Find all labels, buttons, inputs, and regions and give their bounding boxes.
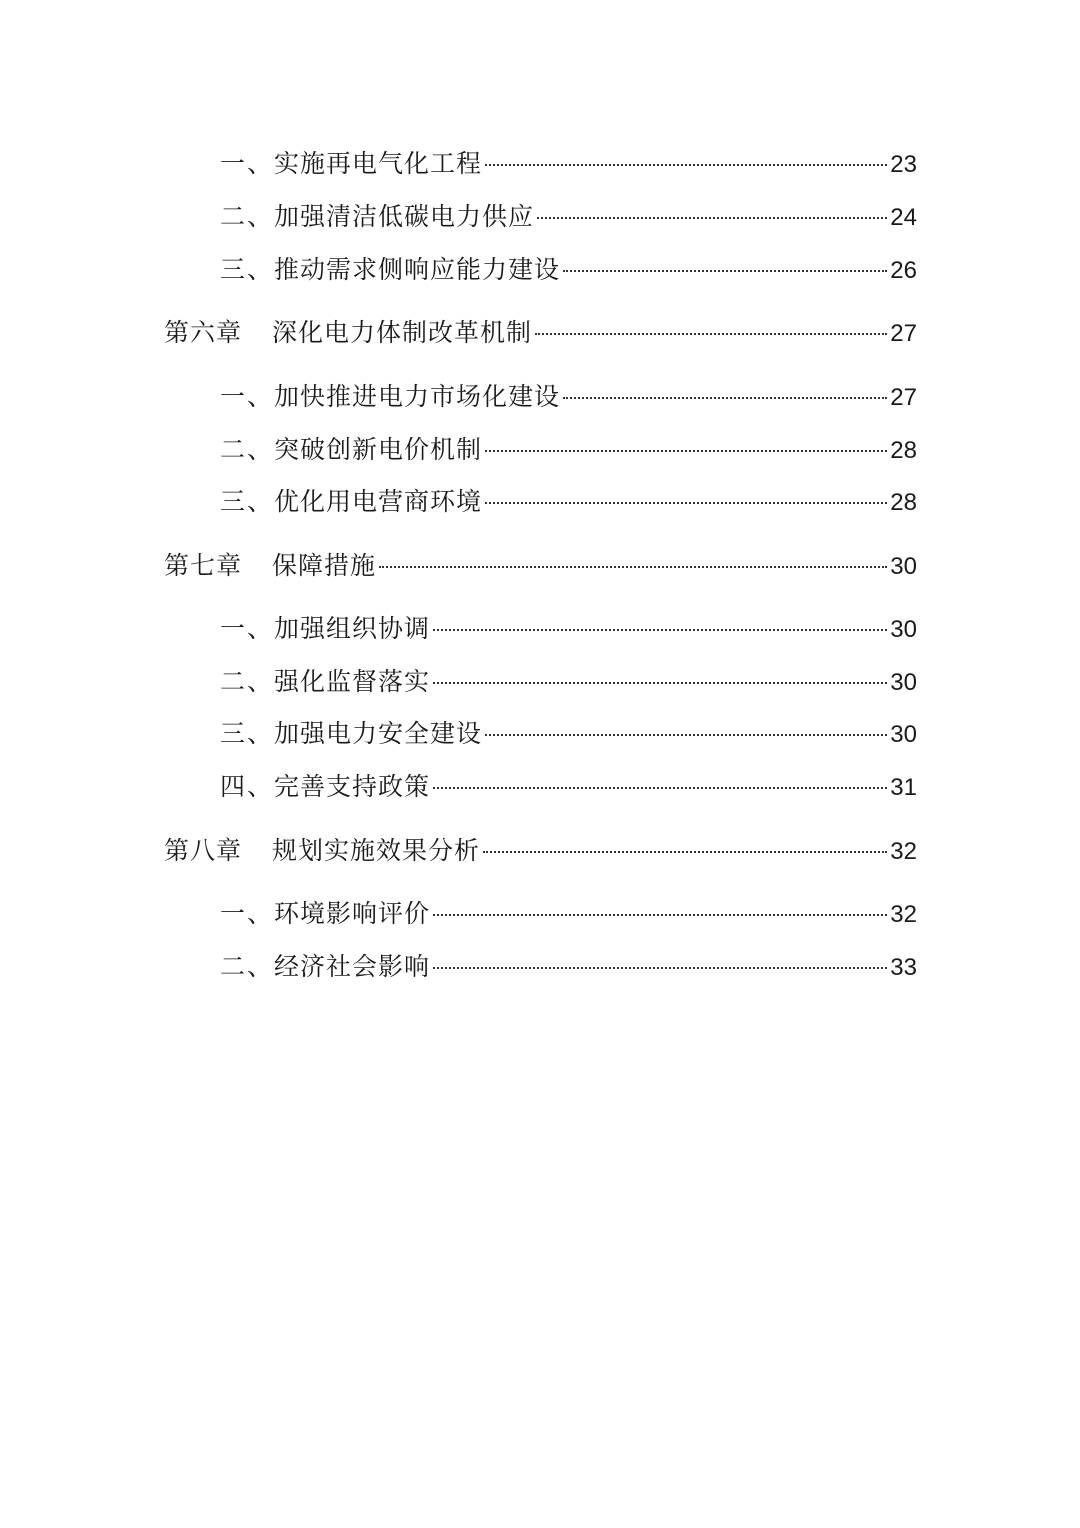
- dot-leader: [485, 734, 887, 736]
- entry-number: 二、: [220, 202, 275, 231]
- chapter-title: 保障措施: [272, 551, 377, 580]
- toc-section-entry[interactable]: [220, 253, 917, 288]
- dot-leader: [433, 682, 887, 684]
- entry-title: 实施再电气化工程: [274, 149, 483, 178]
- entry-title: 加强电力安全建设: [274, 719, 483, 748]
- dot-leader: [563, 397, 887, 399]
- entry-page-number: 28: [890, 437, 917, 464]
- toc-section-entry[interactable]: [220, 433, 917, 468]
- dot-leader: [379, 566, 887, 568]
- entry-number: 一、: [220, 149, 275, 178]
- entry-page-number: 32: [890, 838, 917, 865]
- dot-leader: [483, 851, 887, 853]
- dot-leader: [433, 967, 887, 969]
- chapter-title: 规划实施效果分析: [272, 836, 481, 865]
- toc-section-entry[interactable]: [220, 770, 917, 805]
- dot-leader: [537, 217, 887, 219]
- entry-title: 经济社会影响: [274, 952, 431, 981]
- dot-leader: [433, 914, 887, 916]
- entry-number: 一、: [220, 899, 275, 928]
- chapter-title: 深化电力体制改革机制: [272, 318, 533, 347]
- entry-number: 三、: [220, 487, 275, 516]
- entry-page-number: 24: [890, 204, 917, 231]
- entry-page-number: 30: [890, 616, 917, 643]
- entry-number: 二、: [220, 952, 275, 981]
- toc-section-entry[interactable]: [220, 897, 917, 932]
- toc-section-entry[interactable]: [220, 200, 917, 235]
- entry-number: 一、: [220, 614, 275, 643]
- entry-page-number: 27: [890, 384, 917, 411]
- entry-title: 强化监督落实: [274, 667, 431, 696]
- toc-section-entry[interactable]: [220, 665, 917, 700]
- dot-leader: [485, 450, 887, 452]
- entry-number: 二、: [220, 667, 275, 696]
- dot-leader: [433, 629, 887, 631]
- entry-title: 完善支持政策: [274, 772, 431, 801]
- toc-section-entry[interactable]: [220, 950, 917, 985]
- entry-title: 加强清洁低碳电力供应: [274, 202, 535, 231]
- entry-page-number: 33: [890, 954, 917, 981]
- entry-number: 二、: [220, 435, 275, 464]
- toc-chapter-entry[interactable]: [164, 834, 917, 869]
- entry-page-number: 30: [890, 669, 917, 696]
- entry-page-number: 31: [890, 774, 917, 801]
- toc-chapter-entry[interactable]: [164, 316, 917, 351]
- toc-section-entry[interactable]: [220, 147, 917, 182]
- entry-number: 三、: [220, 255, 275, 284]
- entry-page-number: 32: [890, 901, 917, 928]
- entry-title: 突破创新电价机制: [274, 435, 483, 464]
- toc-section-entry[interactable]: [220, 380, 917, 415]
- chapter-number: 第六章: [164, 318, 243, 347]
- chapter-number: 第七章: [164, 551, 243, 580]
- entry-number: 四、: [220, 772, 275, 801]
- entry-page-number: 26: [890, 257, 917, 284]
- entry-title: 优化用电营商环境: [274, 487, 483, 516]
- entry-title: 加强组织协调: [274, 614, 431, 643]
- dot-leader: [535, 333, 887, 335]
- dot-leader: [563, 270, 887, 272]
- toc-section-entry[interactable]: [220, 485, 917, 520]
- entry-number: 三、: [220, 719, 275, 748]
- dot-leader: [433, 787, 887, 789]
- entry-page-number: 23: [890, 151, 917, 178]
- chapter-number: 第八章: [164, 836, 243, 865]
- entry-title: 推动需求侧响应能力建设: [274, 255, 561, 284]
- toc-section-entry[interactable]: [220, 717, 917, 752]
- toc-chapter-entry[interactable]: [164, 549, 917, 584]
- entry-page-number: 27: [890, 320, 917, 347]
- toc-section-entry[interactable]: [220, 612, 917, 647]
- entry-page-number: 30: [890, 721, 917, 748]
- entry-title: 加快推进电力市场化建设: [274, 382, 561, 411]
- entry-page-number: 28: [890, 489, 917, 516]
- entry-page-number: 30: [890, 553, 917, 580]
- entry-number: 一、: [220, 382, 275, 411]
- dot-leader: [485, 164, 887, 166]
- entry-title: 环境影响评价: [274, 899, 431, 928]
- dot-leader: [485, 502, 887, 504]
